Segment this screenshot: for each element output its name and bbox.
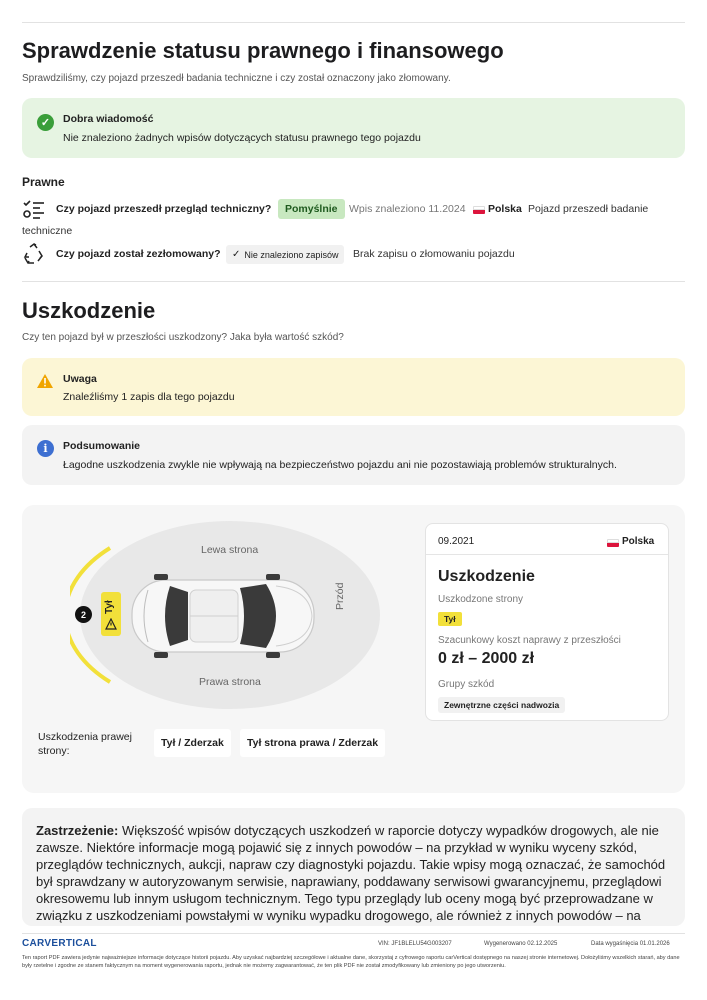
good-news-text: Nie znaleziono żadnych wpisów dotyczących statusu prawnego tego pojazdu	[63, 132, 421, 144]
disclaimer-label: Zastrzeżenie:	[36, 823, 119, 838]
recycle-icon	[22, 242, 46, 266]
legal-title: Sprawdzenie statusu prawnego i finansowego	[22, 38, 504, 63]
inspection-country: Polska	[488, 203, 522, 215]
inspection-found-text: Wpis znaleziono 11.2024	[349, 203, 466, 215]
good-news-title: Dobra wiadomość	[63, 113, 154, 125]
record-sides-label: Uszkodzone strony	[438, 594, 524, 605]
scrapped-result-text: Nie znaleziono zapisów	[244, 249, 339, 260]
warning-text: Znaleźliśmy 1 zapis dla tego pojazdu	[63, 391, 235, 403]
warning-triangle-icon	[36, 373, 54, 389]
check-icon: ✓	[232, 249, 241, 260]
footer-note: Ten raport PDF zawiera jedynie najważniejsze informacje dotyczące historii pojazdu. Aby uzyskać najbardziej szczegółowe i aktualne dane, skorzystaj z cyfrowego raportu carVertical dostępnego na naszej stronie internetowej. Dołożyliśmy wszelkich starań, aby dane były rzetelne i zgodne ze stanem faktycznym na moment wygenerowania raportu, jednak nie możemy zagwarantować, że ten plik PDF nie został zmodyfikowany lub zmieniony po jego utworzeniu.	[22, 955, 680, 969]
record-cost-label: Szacunkowy koszt naprawy z przeszłości	[438, 635, 621, 646]
checklist-icon	[22, 198, 46, 222]
inspection-question: Czy pojazd przeszedł przegląd techniczny?	[56, 203, 272, 215]
inspection-note: Pojazd przeszedł badanie	[528, 203, 649, 215]
summary-title: Podsumowanie	[63, 440, 141, 452]
record-country: Polska	[622, 536, 655, 547]
disclaimer-box	[22, 808, 685, 926]
record-sides-badge: Tył	[438, 612, 462, 626]
diagram-right-side-label: Prawa strona	[199, 676, 261, 688]
footer-expiry: Data wygaśnięcia 01.01.2026	[591, 941, 670, 947]
footer-divider	[22, 933, 685, 934]
section-divider	[22, 281, 685, 282]
disclaimer-text: Większość wpisów dotyczących uszkodzeń w raporcie dotyczy wypadków drogowych, ale nie zawsze. Niektóre informacje mogą pojawić się z innych powodów – na przykład w wyniku wyceny szkód, przeglądów technicznych, aukcji, napraw czy diagnostyki pojazdu. Takie wpisy mogą oznaczać, że samochód był sprawdzany w autoryzowanym serwisie, naprawiany, poddawany serwisowi gwarancyjnemu, przeglądowi okresowemu lub innym usługom technicznym. Tego typu przeglądy lub oceny mogą być przeprowadzane w związku z uszkodzeniami powstałymi w wyniku wypadku drogowego, ale również z innych powodów – na	[36, 823, 666, 923]
poland-flag-icon	[607, 539, 619, 547]
carvertical-logo: CARVERTICAL	[22, 938, 97, 949]
footer-generated: Wygenerowano 02.12.2025	[484, 941, 558, 947]
scrapped-result-badge	[226, 245, 344, 264]
right-side-chip-1: Tył / Zderzak	[154, 729, 231, 757]
warning-alert	[22, 358, 685, 416]
record-title: Uszkodzenie	[438, 568, 535, 585]
rear-damage-tag: Tył	[104, 600, 115, 614]
check-circle-icon: ✓	[37, 114, 54, 131]
scrapped-question: Czy pojazd został zezłomowany?	[56, 248, 221, 260]
legal-subtitle: Sprawdziliśmy, czy pojazd przeszedł badania techniczne i czy został oznaczony jako złomowany.	[22, 73, 451, 84]
inspection-note-cont: techniczne	[22, 225, 73, 237]
good-news-alert	[22, 98, 685, 158]
footer-vin: VIN: JF1BLELU54G003207	[378, 941, 452, 947]
scrapped-note: Brak zapisu o złomowaniu pojazdu	[353, 248, 515, 260]
damage-count-badge: 2	[75, 606, 92, 623]
damage-title: Uszkodzenie	[22, 298, 156, 323]
rear-damage-marker[interactable]	[101, 592, 121, 636]
right-side-chip-2: Tył strona prawa / Zderzak	[240, 729, 385, 757]
warning-triangle-icon	[105, 618, 117, 630]
card-divider	[426, 554, 668, 555]
record-date: 09.2021	[438, 536, 475, 547]
summary-alert	[22, 425, 685, 485]
car-top-view-icon	[132, 574, 314, 658]
info-icon: i	[37, 440, 54, 457]
top-divider	[22, 22, 685, 23]
record-cost-value: 0 zł – 2000 zł	[438, 650, 535, 667]
damage-subtitle: Czy ten pojazd był w przeszłości uszkodzony? Jaka była wartość szkód?	[22, 332, 344, 343]
poland-flag-icon	[473, 206, 485, 214]
legal-section-label: Prawne	[22, 175, 65, 189]
inspection-result-badge: Pomyślnie	[278, 199, 345, 219]
record-groups-chip: Zewnętrzne części nadwozia	[438, 697, 565, 713]
right-side-damage-label: Uszkodzenia prawej strony:	[38, 731, 132, 757]
warning-title: Uwaga	[63, 373, 97, 385]
record-groups-label: Grupy szkód	[438, 679, 495, 690]
diagram-front-label: Przód	[334, 582, 346, 610]
summary-text: Łagodne uszkodzenia zwykle nie wpływają na bezpieczeństwo pojazdu ani nie pozostawiają problemów strukturalnych.	[63, 459, 617, 471]
diagram-left-side-label: Lewa strona	[201, 544, 259, 556]
